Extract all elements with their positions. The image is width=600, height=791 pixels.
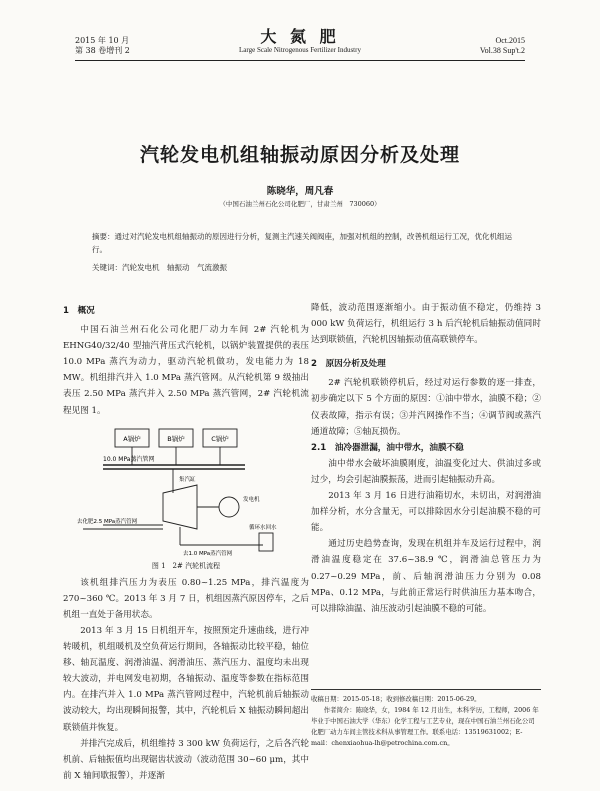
header-volume: 第 38 卷增刊 2 [75, 46, 130, 55]
label-extraction: 去化肥2.5 MPa蒸汽管网 [77, 518, 138, 525]
right-column [311, 300, 541, 617]
journal-masthead [200, 28, 400, 55]
keywords: 关键词：汽轮发电机 轴振动 气流激振 [92, 263, 227, 272]
paragraph: 降低，波动范围逐渐缩小。由于振动值不稳定，仍维持 3 000 kW 负荷运行，机组运行 3 h 后汽轮机后轴振动值同时达到联锁值，汽轮机因轴振动值高联锁停车。 [311, 303, 541, 346]
header-date: 2015 年 10 月 [75, 36, 130, 45]
paragraph: 该机组排汽压力为表压 0.80~1.25 MPa，排汽温度为 270~360 ℃。2013 年 3 月 7 日，机组因蒸汽原因停车，之后机组一直处于备用状态。 [63, 577, 309, 620]
journal-name: 大 氮 肥 [260, 27, 340, 46]
paragraph: 并排汽完成后，机组维持 3 300 kW 负荷运行，之后各汽轮机前、后轴振值均出现锯齿状波动（波动范围 30~60 μm，其中前 X 轴间歇报警），并逐渐 [63, 738, 309, 781]
process-flow-diagram [63, 423, 309, 561]
subsection-2-1-title: 2.1 油冷器泄漏，油中带水，油膜不稳 [311, 442, 464, 453]
header-issue [75, 36, 130, 56]
label-main-steam: 10.0 MPa蒸汽管网 [103, 455, 155, 463]
section-2-title: 2 原因分析及处理 [311, 359, 386, 370]
left-column [63, 300, 309, 784]
generator-shape [219, 497, 239, 517]
label-generator: 发电机 [243, 496, 260, 503]
tank-shape [259, 533, 273, 551]
header-volume-en: Vol.38 Sup't.2 [479, 46, 525, 55]
paragraph: 2# 汽轮机联锁停机后，经过对运行参数的逐一排查，初步确定以下 5 个方面的原因：①油中带水，油膜不稳；②仪表故障，指示有误；③并汽网操作不当；④调节阀或蒸汽通道故障；⑤轴瓦损伤。 [311, 378, 541, 437]
paper-authors: 陈晓华，周凡春 [266, 186, 334, 197]
label-boiler-a: A锅炉 [123, 434, 141, 443]
label-header: 集汽缸 [179, 476, 196, 483]
journal-subtitle: Large Scale Nitrogenous Fertilizer Industry [239, 46, 361, 54]
received-date: 收稿日期：2015-05-18；收到修改稿日期：2015-06-29。 [311, 695, 481, 703]
paragraph: 2013 年 3 月 15 日机组开车，按照预定升速曲线，进行冲转暖机，机组暖机及空负荷运行期间，各轴振动比较平稳，轴位移、轴瓦温度、润滑油温、润滑油压、蒸汽压力、温度均未出现较大波动，并电网发电初期，各轴振动、温度等参数在指标范围内。在排汽并入 1.0 MPa 蒸汽管网过程中，汽轮机前后轴振动波动较大，均出现瞬间报警，其中，汽轮机后 X 轴振动瞬间超出联锁值并恢复。 [63, 625, 309, 733]
footnote [311, 689, 541, 749]
figure-1 [63, 423, 309, 561]
paragraph: 油中带水会破坏油膜刚度，油温变化过大、供油过多或过少，均会引起油膜振荡，进而引起轴振动升高。 [311, 458, 541, 485]
label-boiler-c: C锅炉 [211, 434, 229, 443]
figure-1-caption: 图 1 2# 汽轮机流程 [151, 561, 221, 570]
header-issue-en [480, 36, 525, 56]
turbine-shape [163, 485, 197, 529]
label-exhaust: 去1.0 MPa蒸汽管网 [183, 550, 233, 557]
author-bio: 作者简介：陈晓华，女，1984 年 12 月出生，本科学历，工程师，2006 年毕业于中国石油大学（华东）化学工程与工艺专业，现在中国石油兰州石化公司化肥厂动力车间主管技术科从事管理工作。联系电话：13519631002；E-mail：chenxiaohua-lh@petrochina.com.cn。 [311, 706, 539, 747]
header-date-en: Oct.2015 [495, 36, 525, 45]
abstract: 摘要：通过对汽轮发电机组轴振动的原因进行分析，复测主汽速关阀阀座，加强对机组的控制，改善机组运行工况，优化机组运行。 [92, 232, 512, 254]
paragraph: 2013 年 3 月 16 日进行油箱切水，未切出，对润滑油加样分析，水分含量无，可以排除因水分引起油膜不稳的可能。 [311, 491, 541, 534]
label-water-tank: 循环水回水 [249, 524, 277, 531]
paper-title: 汽轮发电机组轴振动原因分析及处理 [139, 144, 460, 166]
paper-affiliation: （中国石油兰州石化公司化肥厂，甘肃兰州 730060） [219, 200, 381, 208]
header-rule [75, 60, 525, 61]
section-1-title: 1 概况 [63, 306, 95, 316]
paragraph: 通过历史趋势查询，发现在机组并车及运行过程中，润滑油温度稳定在 37.6~38.9 ℃，润滑油总管压力为 0.27~0.29 MPa，前、后轴润滑油压力分别为 0.08 MPa、0.12 MPa，与此前正常运行时供油压力基本吻合，可以排除油温、油压波动引起油膜不稳的可能。 [311, 539, 541, 614]
label-boiler-b: B锅炉 [167, 434, 185, 443]
paragraph: 中国石油兰州石化公司化肥厂动力车间 2# 汽轮机为 EHNG40/32/40 型抽汽背压式汽轮机，以锅炉装置提供的表压 10.0 MPa 蒸汽为动力，驱动汽轮机做功，发电能力为 18 MW。机组排汽并入 1.0 MPa 蒸汽管网。从汽轮机第 9 级抽出表压 2.50 MPa 蒸汽并入 2.50 MPa 蒸汽管网，2# 汽轮机流程见图 1。 [63, 325, 309, 416]
